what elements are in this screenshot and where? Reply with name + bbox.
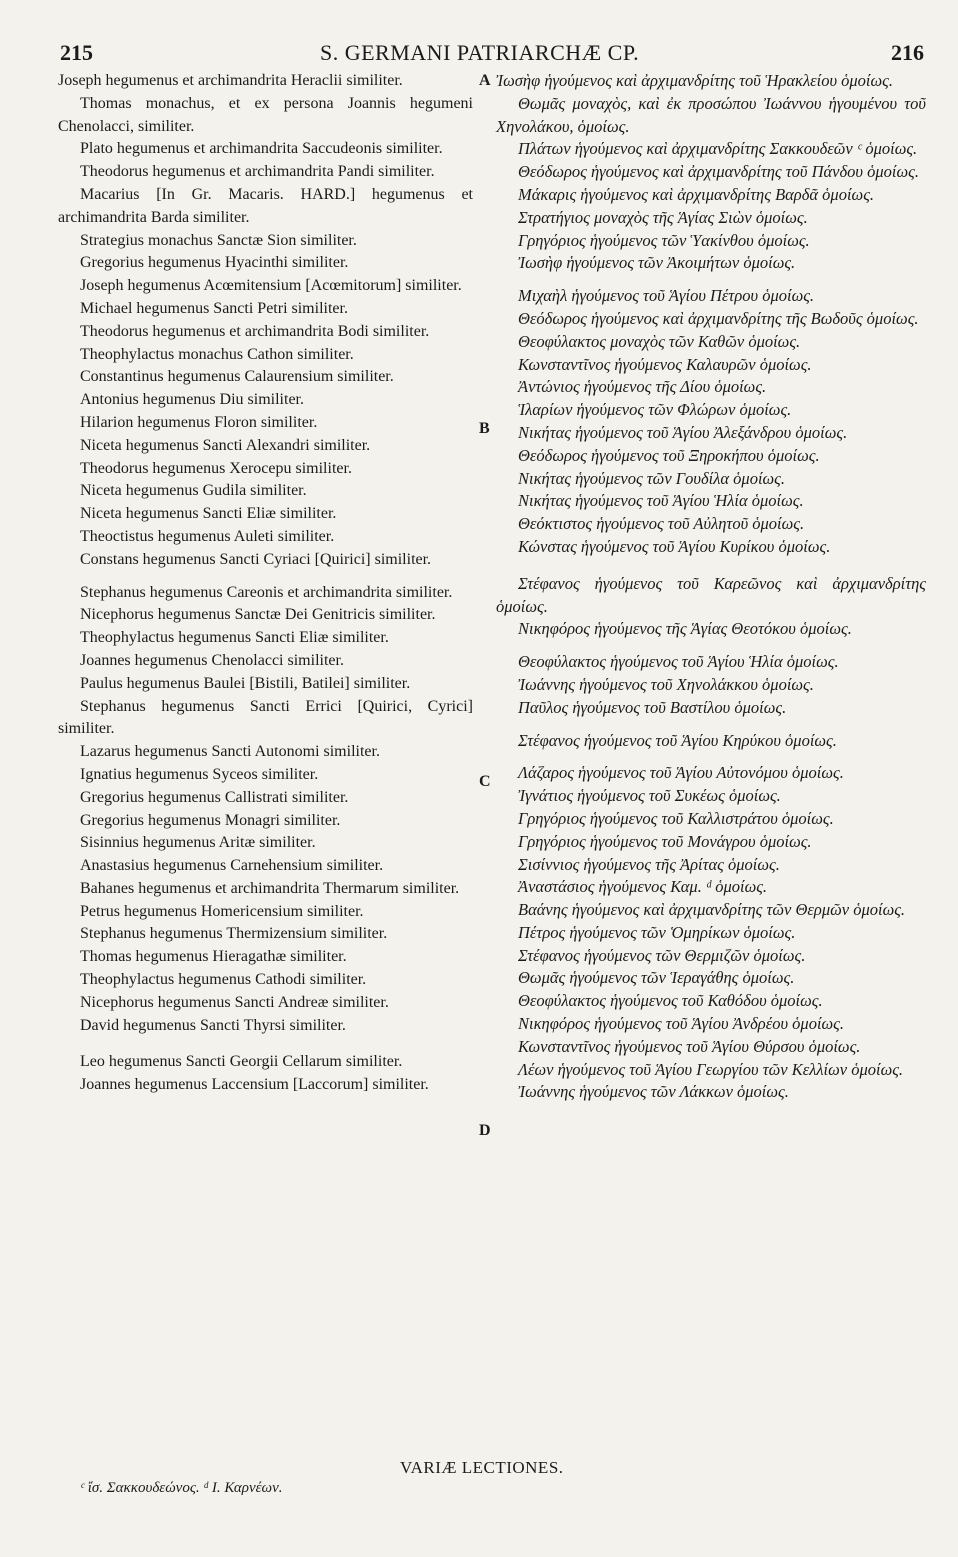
running-header xyxy=(60,40,924,68)
latin-entry: Bahanes hegumenus et archimandrita Thermarum similiter. xyxy=(80,879,460,897)
margin-marker-b: B xyxy=(479,420,490,437)
greek-entry: Ἰωσὴφ ἡγούμενος καὶ ἀρχιμανδρίτης τοῦ Ἡρακλείου ὁμοίως. xyxy=(496,71,893,90)
latin-entry: Sisinnius hegumenus Aritæ similiter. xyxy=(80,834,316,852)
greek-entry: Νικηφόρος ἡγούμενος τῆς Ἁγίας Θεοτόκου ὁμοίως. xyxy=(518,619,852,639)
greek-entry: Πλάτων ἡγούμενος καὶ ἀρχιμανδρίτης Σακκουδεῶν ᶜ ὁμοίως. xyxy=(518,139,918,159)
latin-entry: Theophylactus monachus Cathon similiter. xyxy=(80,345,354,363)
latin-entry: Thomas monachus, et ex persona Joannis hegumeni Chenolacci, similiter. xyxy=(58,94,473,135)
greek-entry: Κώνστας ἡγούμενος τοῦ Ἁγίου Κυρίκου ὁμοίως. xyxy=(518,536,831,556)
latin-entry: Thomas hegumenus Hieragathæ similiter. xyxy=(80,948,347,966)
greek-entry: Νικηφόρος ἡγούμενος τοῦ Ἁγίου Ἀνδρέου ὁμοίως. xyxy=(518,1014,844,1034)
greek-entry: Λάζαρος ἡγούμενος τοῦ Ἁγίου Αὐτονόμου ὁμοίως. xyxy=(518,763,844,783)
latin-entry: Stephanus hegumenus Thermizensium similiter. xyxy=(80,925,388,943)
greek-entry: Ἀντώνιος ἡγούμενος τῆς Δίου ὁμοίως. xyxy=(518,377,767,397)
latin-entry: Macarius [In Gr. Macaris. HARD.] hegumenus et archimandrita Barda similiter. xyxy=(58,185,473,226)
greek-entry: Ἰωάννης ἡγούμενος τοῦ Χηνολάκκου ὁμοίως. xyxy=(518,674,814,694)
latin-entry: Stephanus hegumenus Careonis et archimandrita similiter. xyxy=(80,583,453,601)
latin-entry: Michael hegumenus Sancti Petri similiter. xyxy=(80,299,348,317)
greek-entry: Λέων ἡγούμενος τοῦ Ἁγίου Γεωργίου τῶν Κελλίων ὁμοίως. xyxy=(518,1059,904,1079)
latin-entry: Joseph hegumenus et archimandrita Heraclii similiter. xyxy=(58,72,403,89)
margin-marker-c: C xyxy=(479,773,491,790)
greek-entry: Γρηγόριος ἡγούμενος τοῦ Καλλιστράτου ὁμοίως. xyxy=(518,808,834,828)
latin-entry: Petrus hegumenus Homericensium similiter. xyxy=(80,902,364,920)
greek-entry: Ἰωάννης ἡγούμενος τῶν Λάκκων ὁμοίως. xyxy=(518,1082,789,1102)
greek-entry: Μάκαρις ἡγούμενος καὶ ἀρχιμανδρίτης Βαρδᾶ ὁμοίως. xyxy=(518,184,875,204)
greek-entry: Βαάνης ἡγούμενος καὶ ἀρχιμανδρίτης τῶν Θερμῶν ὁμοίως. xyxy=(518,900,906,920)
greek-entry: Θεοφύλακτος μοναχὸς τῶν Καθῶν ὁμοίως. xyxy=(518,331,801,351)
greek-entry: Θεόκτιστος ἡγούμενος τοῦ Αὐλητοῦ ὁμοίως. xyxy=(518,514,805,534)
page-number-right: 216 xyxy=(891,40,924,65)
latin-entry: Lazarus hegumenus Sancti Autonomi similiter. xyxy=(80,743,380,761)
greek-entry: Νικήτας ἡγούμενος τοῦ Ἁγίου Ἀλεξάνδρου ὁμοίως. xyxy=(518,422,848,442)
margin-marker-d: D xyxy=(479,1122,491,1139)
latin-entry: Joseph hegumenus Acœmitensium [Acœmitorum] similiter. xyxy=(80,277,462,295)
latin-entry: Theophylactus hegumenus Cathodi similiter. xyxy=(80,971,367,989)
greek-entry: Ἱλαρίων ἡγούμενος τῶν Φλώρων ὁμοίως. xyxy=(518,400,792,420)
margin-marker-a: A xyxy=(479,72,491,89)
latin-entry: Theophylactus hegumenus Sancti Eliæ similiter. xyxy=(80,629,389,647)
greek-entry: Νικήτας ἡγούμενος τοῦ Ἁγίου Ἡλία ὁμοίως. xyxy=(518,491,804,511)
greek-entry: Νικήτας ἡγούμενος τῶν Γουδίλα ὁμοίως. xyxy=(518,468,786,488)
latin-entry: Niceta hegumenus Sancti Eliæ similiter. xyxy=(80,505,337,523)
greek-entry: Ἰγνάτιος ἡγούμενος τοῦ Συκέως ὁμοίως. xyxy=(518,786,781,806)
latin-entry: Joannes hegumenus Chenolacci similiter. xyxy=(80,651,344,669)
greek-entry: Πέτρος ἡγούμενος τῶν Ὁμηρίκων ὁμοίως. xyxy=(518,922,796,942)
latin-entry: Nicephorus hegumenus Sancti Andreæ similiter. xyxy=(80,993,389,1011)
latin-column xyxy=(58,70,473,1097)
latin-entry: Gregorius hegumenus Hyacinthi similiter. xyxy=(80,254,349,272)
greek-entry: Στέφανος ἡγούμενος τῶν Θερμιζῶν ὁμοίως. xyxy=(518,945,806,965)
greek-column xyxy=(496,70,926,1104)
latin-entry: Anastasius hegumenus Carnehensium similiter. xyxy=(80,857,384,875)
latin-entry: Leo hegumenus Sancti Georgii Cellarum similiter. xyxy=(80,1053,403,1071)
latin-entry: Gregorius hegumenus Monagri similiter. xyxy=(80,811,341,829)
latin-entry: Theodorus hegumenus et archimandrita Pandi similiter. xyxy=(80,163,435,181)
greek-entry: Θεόδωρος ἡγούμενος καὶ ἀρχιμανδρίτης τῆς Βωδοῦς ὁμοίως. xyxy=(518,308,919,328)
latin-entry: Nicephorus hegumenus Sanctæ Dei Genitricis similiter. xyxy=(80,606,436,624)
greek-entry: Θεόδωρος ἡγούμενος τοῦ Ξηροκήπου ὁμοίως. xyxy=(518,445,820,465)
latin-entry: Ignatius hegumenus Syceos similiter. xyxy=(80,765,319,783)
latin-entry: Theodorus hegumenus Xerocepu similiter. xyxy=(80,459,352,477)
greek-entry: Στρατήγιος μοναχὸς τῆς Ἁγίας Σιὼν ὁμοίως. xyxy=(518,207,808,227)
latin-entry: Strategius monachus Sanctæ Sion similiter. xyxy=(80,231,357,249)
greek-entry: Κωνσταντῖνος ἡγούμενος τοῦ Ἁγίου Θύρσου ὁμοίως. xyxy=(518,1036,861,1056)
page-title: S. GERMANI PATRIARCHÆ CP. xyxy=(320,40,640,65)
latin-entry: Niceta hegumenus Gudila similiter. xyxy=(80,482,307,500)
greek-entry: Στέφανος ἡγούμενος τοῦ Καρεῶνος καὶ ἀρχιμανδρίτης ὁμοίως. xyxy=(496,573,926,616)
latin-entry: Paulus hegumenus Baulei [Bistili, Batilei] similiter. xyxy=(80,674,411,692)
latin-entry: Theodorus hegumenus et archimandrita Bodi similiter. xyxy=(80,322,430,340)
variae-lectiones-heading: VARIÆ LECTIONES. xyxy=(400,1458,564,1477)
greek-entry: Θωμᾶς μοναχὸς, καὶ ἐκ προσώπου Ἰωάννου ἡγουμένου τοῦ Χηνολάκου, ὁμοίως. xyxy=(496,93,926,136)
greek-entry: Ἀναστάσιος ἡγούμενος Καμ. ᵈ ὁμοίως. xyxy=(518,877,768,897)
latin-entry: Stephanus hegumenus Sancti Errici [Quirici, Cyrici] similiter. xyxy=(58,697,473,738)
greek-entry: Ἰωσὴφ ἡγούμενος τῶν Ἀκοιμήτων ὁμοίως. xyxy=(518,253,796,273)
greek-entry: Μιχαὴλ ἡγούμενος τοῦ Ἁγίου Πέτρου ὁμοίως. xyxy=(518,286,815,306)
latin-entry: Constans hegumenus Sancti Cyriaci [Quirici] similiter. xyxy=(80,550,432,568)
page-number-left: 215 xyxy=(60,40,93,65)
latin-entry: Plato hegumenus et archimandrita Saccudeonis similiter. xyxy=(80,140,443,158)
greek-entry: Θεοφύλακτος ἡγούμενος τοῦ Καθόδου ὁμοίως. xyxy=(518,991,823,1011)
latin-entry: David hegumenus Sancti Thyrsi similiter. xyxy=(80,1016,346,1034)
latin-entry: Constantinus hegumenus Calaurensium similiter. xyxy=(80,368,394,386)
latin-entry: Theoctistus hegumenus Auleti similiter. xyxy=(80,527,335,545)
greek-entry: Στέφανος ἡγούμενος τοῦ Ἁγίου Κηρύκου ὁμοίως. xyxy=(518,730,837,750)
greek-entry: Κωνσταντῖνος ἡγούμενος Καλαυρῶν ὁμοίως. xyxy=(518,354,812,374)
latin-entry: Joannes hegumenus Laccensium [Laccorum] similiter. xyxy=(80,1076,429,1094)
latin-entry: Antonius hegumenus Diu similiter. xyxy=(80,391,304,409)
latin-entry: Gregorius hegumenus Callistrati similiter. xyxy=(80,788,349,806)
greek-entry: Γρηγόριος ἡγούμενος τοῦ Μονάγρου ὁμοίως. xyxy=(518,831,812,851)
greek-entry: Γρηγόριος ἡγούμενος τῶν Ὑακίνθου ὁμοίως. xyxy=(518,230,810,250)
latin-entry: Hilarion hegumenus Floron similiter. xyxy=(80,413,318,431)
greek-entry: Σισίννιος ἡγούμενος τῆς Ἀρίτας ὁμοίως. xyxy=(518,854,780,874)
greek-entry: Παῦλος ἡγούμενος τοῦ Βαστίλου ὁμοίως. xyxy=(518,697,787,717)
footnotes: ᶜ ἴσ. Σακκουδεώνος. ᵈ Ι. Καρνέων. xyxy=(80,1480,283,1496)
greek-entry: Θεοφύλακτος ἡγούμενος τοῦ Ἁγίου Ἡλία ὁμοίως. xyxy=(518,652,839,672)
latin-entry: Niceta hegumenus Sancti Alexandri similiter. xyxy=(80,436,371,454)
greek-entry: Θωμᾶς ἡγούμενος τῶν Ἱεραγάθης ὁμοίως. xyxy=(518,968,795,988)
greek-entry: Θεόδωρος ἡγούμενος καὶ ἀρχιμανδρίτης τοῦ Πάνδου ὁμοίως. xyxy=(518,162,919,182)
